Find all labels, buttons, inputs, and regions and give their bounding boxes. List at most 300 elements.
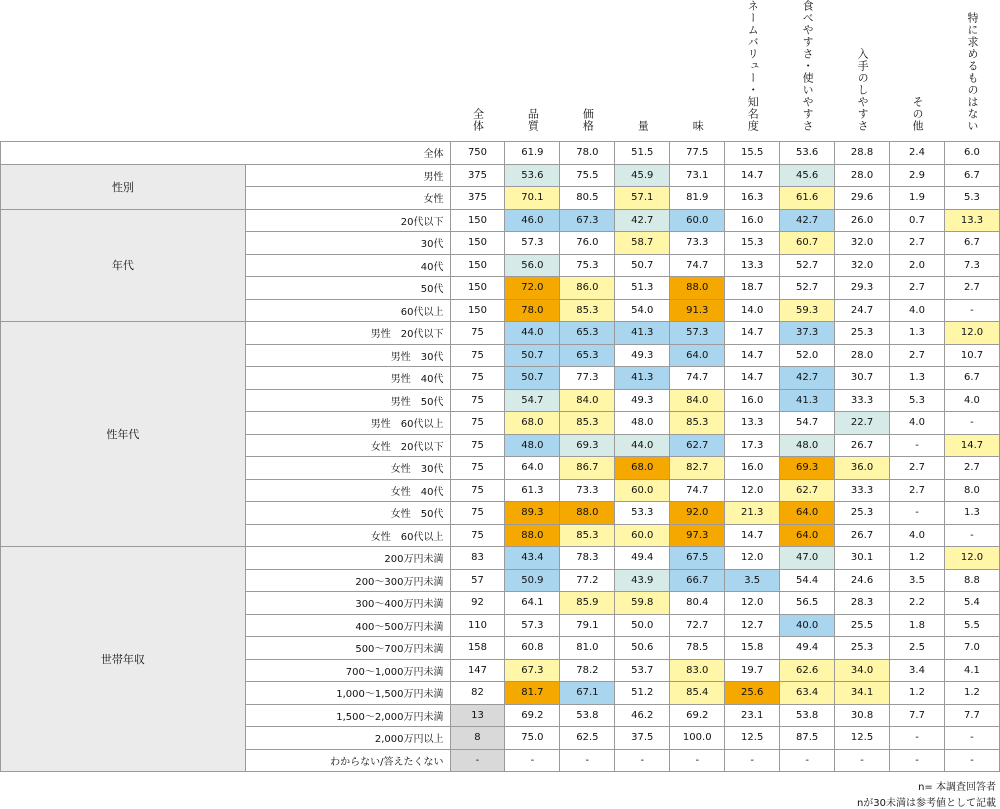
cell-value: 73.3: [560, 479, 615, 502]
cell-value: 53.6: [505, 164, 560, 187]
cell-value: 53.8: [560, 704, 615, 727]
cell-value: -: [615, 749, 670, 772]
table-row: [1, 322, 1000, 345]
cell-value: 74.7: [670, 254, 725, 277]
row-label: 2,000万円以上: [245, 727, 450, 750]
cell-value: 40.0: [780, 614, 835, 637]
cell-value: 41.3: [615, 322, 670, 345]
cell-value: 77.3: [560, 367, 615, 390]
cell-value: 88.0: [670, 277, 725, 300]
cell-value: 69.3: [560, 434, 615, 457]
cell-value: 54.0: [615, 299, 670, 322]
group-label: 年代: [1, 209, 246, 322]
cell-value: 85.3: [560, 412, 615, 435]
cell-value: 5.3: [944, 187, 999, 210]
cell-value: 50.7: [615, 254, 670, 277]
cell-value: 5.3: [890, 389, 945, 412]
row-label: 女性: [245, 187, 450, 210]
cell-value: 45.9: [615, 164, 670, 187]
cell-value: 48.0: [505, 434, 560, 457]
cell-value: 5.5: [944, 614, 999, 637]
cell-value: 2.9: [890, 164, 945, 187]
cell-value: 30.8: [835, 704, 890, 727]
column-header: [670, 0, 725, 142]
cell-value: 49.4: [780, 637, 835, 660]
cell-value: 28.8: [835, 142, 890, 165]
cell-value: 67.3: [505, 659, 560, 682]
column-header-label: 食べやすさ・使いやすさ: [801, 0, 815, 132]
cell-n: 147: [450, 659, 505, 682]
row-label: 男性 50代: [245, 389, 450, 412]
cell-value: 69.2: [670, 704, 725, 727]
cell-value: 57.3: [505, 232, 560, 255]
cell-value: 45.6: [780, 164, 835, 187]
cell-value: 1.9: [890, 187, 945, 210]
column-header-label: 品質: [526, 108, 540, 132]
cell-value: 48.0: [780, 434, 835, 457]
cell-value: 62.7: [670, 434, 725, 457]
row-label: 全体: [1, 142, 451, 165]
cell-value: 53.7: [615, 659, 670, 682]
cell-value: 7.0: [944, 637, 999, 660]
cell-value: 2.7: [890, 479, 945, 502]
row-label: 30代: [245, 232, 450, 255]
cell-value: 84.0: [560, 389, 615, 412]
cell-value: 3.5: [725, 569, 780, 592]
cell-value: 7.3: [944, 254, 999, 277]
cell-value: 89.3: [505, 502, 560, 525]
cell-value: 16.0: [725, 209, 780, 232]
cell-value: 32.0: [835, 254, 890, 277]
column-header-label: 量: [636, 120, 650, 132]
cell-value: 12.5: [835, 727, 890, 750]
row-label: 1,000～1,500万円未満: [245, 682, 450, 705]
cell-n: 150: [450, 299, 505, 322]
cell-value: 48.0: [615, 412, 670, 435]
cell-value: 61.9: [505, 142, 560, 165]
cell-n: 75: [450, 502, 505, 525]
cell-value: 37.5: [615, 727, 670, 750]
row-label: 20代以下: [245, 209, 450, 232]
cell-value: 77.2: [560, 569, 615, 592]
cell-value: 85.3: [560, 524, 615, 547]
cell-value: 12.5: [725, 727, 780, 750]
column-header: [835, 0, 890, 142]
cell-value: -: [560, 749, 615, 772]
cell-value: -: [890, 727, 945, 750]
cell-value: 12.0: [944, 547, 999, 570]
cell-value: 26.7: [835, 434, 890, 457]
cell-value: 37.3: [780, 322, 835, 345]
cell-value: 6.0: [944, 142, 999, 165]
cell-value: 60.0: [670, 209, 725, 232]
cell-value: -: [890, 502, 945, 525]
cell-value: 92.0: [670, 502, 725, 525]
cell-value: 5.4: [944, 592, 999, 615]
cell-n: 150: [450, 209, 505, 232]
cell-value: 91.3: [670, 299, 725, 322]
cell-value: 67.5: [670, 547, 725, 570]
cell-value: 88.0: [560, 502, 615, 525]
cell-value: 4.0: [944, 389, 999, 412]
cell-value: 12.0: [725, 592, 780, 615]
cell-value: 73.1: [670, 164, 725, 187]
cell-value: 4.1: [944, 659, 999, 682]
cell-value: 34.0: [835, 659, 890, 682]
cell-value: 10.7: [944, 344, 999, 367]
cell-value: 3.4: [890, 659, 945, 682]
cell-value: 53.8: [780, 704, 835, 727]
cell-value: 24.7: [835, 299, 890, 322]
cell-value: 57.3: [670, 322, 725, 345]
cell-value: 66.7: [670, 569, 725, 592]
cell-value: 21.3: [725, 502, 780, 525]
cell-value: 85.9: [560, 592, 615, 615]
cell-value: 2.7: [890, 344, 945, 367]
cell-value: -: [725, 749, 780, 772]
column-header-label: 味: [691, 120, 705, 132]
cell-value: 14.7: [725, 367, 780, 390]
cell-value: 78.5: [670, 637, 725, 660]
cell-value: 28.3: [835, 592, 890, 615]
cell-value: 7.7: [890, 704, 945, 727]
cell-value: 15.8: [725, 637, 780, 660]
cell-value: -: [944, 727, 999, 750]
cell-value: 63.4: [780, 682, 835, 705]
cell-value: 30.7: [835, 367, 890, 390]
cell-value: 6.7: [944, 232, 999, 255]
column-header: [890, 0, 945, 142]
cell-value: 52.7: [780, 254, 835, 277]
cell-value: 25.3: [835, 502, 890, 525]
cell-value: 13.3: [725, 254, 780, 277]
row-label: 60代以上: [245, 299, 450, 322]
cell-value: 76.0: [560, 232, 615, 255]
cell-value: 30.1: [835, 547, 890, 570]
cell-value: 65.3: [560, 322, 615, 345]
column-header: [560, 0, 615, 142]
row-label: 200～300万円未満: [245, 569, 450, 592]
cell-value: 36.0: [835, 457, 890, 480]
cell-value: 78.3: [560, 547, 615, 570]
cell-value: 70.1: [505, 187, 560, 210]
row-label: 200万円未満: [245, 547, 450, 570]
row-label: 男性: [245, 164, 450, 187]
table-row: [1, 547, 1000, 570]
row-label: 女性 40代: [245, 479, 450, 502]
row-label: 700～1,000万円未満: [245, 659, 450, 682]
column-header-label: その他: [910, 96, 924, 132]
column-header-label: ネームバリュー・知名度: [746, 0, 760, 132]
cell-value: 14.0: [725, 299, 780, 322]
row-label: 男性 60代以上: [245, 412, 450, 435]
cell-value: -: [670, 749, 725, 772]
cell-n: 150: [450, 232, 505, 255]
cell-value: 2.2: [890, 592, 945, 615]
cell-value: 1.2: [890, 547, 945, 570]
row-label: 男性 40代: [245, 367, 450, 390]
cell-value: 14.7: [725, 164, 780, 187]
cell-value: 4.0: [890, 299, 945, 322]
cell-value: 25.5: [835, 614, 890, 637]
cell-value: 67.3: [560, 209, 615, 232]
cell-value: 54.7: [780, 412, 835, 435]
group-label: 性年代: [1, 322, 246, 547]
cell-value: 51.5: [615, 142, 670, 165]
cell-value: 12.0: [725, 547, 780, 570]
cell-value: 44.0: [505, 322, 560, 345]
cell-value: 69.2: [505, 704, 560, 727]
cell-value: 33.3: [835, 479, 890, 502]
cell-n: 110: [450, 614, 505, 637]
cell-value: 88.0: [505, 524, 560, 547]
cell-value: 6.7: [944, 367, 999, 390]
row-label: 50代: [245, 277, 450, 300]
group-label: 性別: [1, 164, 246, 209]
cell-value: 50.9: [505, 569, 560, 592]
cell-value: 60.0: [615, 524, 670, 547]
cell-n: 158: [450, 637, 505, 660]
cell-value: 2.7: [890, 232, 945, 255]
cell-value: 57.1: [615, 187, 670, 210]
cell-value: 2.0: [890, 254, 945, 277]
cell-value: 50.7: [505, 344, 560, 367]
cell-value: 75.5: [560, 164, 615, 187]
cell-value: 49.3: [615, 344, 670, 367]
header-row: [1, 0, 1000, 142]
cell-value: 7.7: [944, 704, 999, 727]
cell-value: 41.3: [780, 389, 835, 412]
cell-value: 16.0: [725, 457, 780, 480]
cell-value: 57.3: [505, 614, 560, 637]
note-base: n= 本調査回答者: [918, 782, 996, 793]
cell-value: 25.6: [725, 682, 780, 705]
cell-n: 8: [450, 727, 505, 750]
row-label: 300～400万円未満: [245, 592, 450, 615]
cell-value: 82.7: [670, 457, 725, 480]
cell-value: 64.0: [505, 457, 560, 480]
group-label: 世帯年収: [1, 547, 246, 772]
cell-value: -: [890, 749, 945, 772]
cell-n: 75: [450, 367, 505, 390]
table-row: [1, 142, 1000, 165]
cell-value: 75.0: [505, 727, 560, 750]
cell-value: 64.0: [780, 524, 835, 547]
column-header-label: 価格: [581, 108, 595, 132]
cell-value: 1.3: [944, 502, 999, 525]
cell-value: 15.3: [725, 232, 780, 255]
cell-n: 75: [450, 524, 505, 547]
cell-value: 62.5: [560, 727, 615, 750]
cell-value: 2.7: [944, 457, 999, 480]
cell-value: 24.6: [835, 569, 890, 592]
cell-value: 64.0: [780, 502, 835, 525]
cell-value: 64.0: [670, 344, 725, 367]
cell-value: 80.4: [670, 592, 725, 615]
cell-value: 6.7: [944, 164, 999, 187]
cell-value: 53.6: [780, 142, 835, 165]
cell-value: 81.7: [505, 682, 560, 705]
cell-value: 51.2: [615, 682, 670, 705]
cell-value: 28.0: [835, 164, 890, 187]
row-label: 500～700万円未満: [245, 637, 450, 660]
column-header: [944, 0, 999, 142]
cell-value: 81.0: [560, 637, 615, 660]
cell-value: 85.4: [670, 682, 725, 705]
cell-value: 26.0: [835, 209, 890, 232]
cell-value: 68.0: [505, 412, 560, 435]
cell-value: -: [944, 749, 999, 772]
cell-n: 57: [450, 569, 505, 592]
cell-value: 12.0: [944, 322, 999, 345]
cell-value: 56.0: [505, 254, 560, 277]
cell-value: 14.7: [725, 524, 780, 547]
cell-value: 73.3: [670, 232, 725, 255]
row-label: 400～500万円未満: [245, 614, 450, 637]
cell-value: 51.3: [615, 277, 670, 300]
cell-value: 78.0: [505, 299, 560, 322]
cell-value: 0.7: [890, 209, 945, 232]
cell-n: 375: [450, 164, 505, 187]
cell-value: 25.3: [835, 322, 890, 345]
cell-value: 2.7: [890, 457, 945, 480]
cell-value: 8.8: [944, 569, 999, 592]
cell-value: 50.6: [615, 637, 670, 660]
cell-n: 375: [450, 187, 505, 210]
cell-value: 60.7: [780, 232, 835, 255]
cell-value: 50.7: [505, 367, 560, 390]
cell-value: 77.5: [670, 142, 725, 165]
cell-n: 75: [450, 344, 505, 367]
cell-n: 75: [450, 479, 505, 502]
cell-value: -: [835, 749, 890, 772]
cell-value: 61.3: [505, 479, 560, 502]
cell-value: 28.0: [835, 344, 890, 367]
cell-value: 43.9: [615, 569, 670, 592]
cell-value: -: [890, 434, 945, 457]
cell-value: 1.3: [890, 367, 945, 390]
table-row: [1, 164, 1000, 187]
cell-value: 49.4: [615, 547, 670, 570]
cell-value: 67.1: [560, 682, 615, 705]
cell-value: -: [944, 299, 999, 322]
cell-value: 50.0: [615, 614, 670, 637]
cell-value: 44.0: [615, 434, 670, 457]
cell-value: 15.5: [725, 142, 780, 165]
row-label: 女性 20代以下: [245, 434, 450, 457]
cell-value: 74.7: [670, 367, 725, 390]
column-header: [615, 0, 670, 142]
cell-value: 80.5: [560, 187, 615, 210]
cell-value: 13.3: [725, 412, 780, 435]
cell-value: 72.0: [505, 277, 560, 300]
cell-value: 34.1: [835, 682, 890, 705]
column-header: [450, 0, 505, 142]
cell-value: 78.2: [560, 659, 615, 682]
cell-n: 83: [450, 547, 505, 570]
column-header-label: 全体: [471, 108, 485, 132]
cell-n: 13: [450, 704, 505, 727]
cell-value: 2.7: [890, 277, 945, 300]
row-label: 1,500～2,000万円未満: [245, 704, 450, 727]
cell-value: 52.0: [780, 344, 835, 367]
cell-value: 1.8: [890, 614, 945, 637]
cell-n: 75: [450, 389, 505, 412]
cell-value: 75.3: [560, 254, 615, 277]
cell-value: 17.3: [725, 434, 780, 457]
row-label: 女性 50代: [245, 502, 450, 525]
cell-value: 72.7: [670, 614, 725, 637]
cell-n: 75: [450, 457, 505, 480]
cell-value: 54.7: [505, 389, 560, 412]
cell-value: 18.7: [725, 277, 780, 300]
cell-value: 33.3: [835, 389, 890, 412]
cell-value: 59.3: [780, 299, 835, 322]
cell-value: 43.4: [505, 547, 560, 570]
row-label: 男性 20代以下: [245, 322, 450, 345]
cell-value: 14.7: [944, 434, 999, 457]
cell-value: 65.3: [560, 344, 615, 367]
cell-value: 46.0: [505, 209, 560, 232]
cell-value: 2.7: [944, 277, 999, 300]
cell-value: 2.4: [890, 142, 945, 165]
cell-value: 58.7: [615, 232, 670, 255]
cell-value: 87.5: [780, 727, 835, 750]
cell-value: 1.2: [944, 682, 999, 705]
row-label: 女性 30代: [245, 457, 450, 480]
cell-value: -: [944, 412, 999, 435]
table-row: [1, 209, 1000, 232]
row-label: 女性 60代以上: [245, 524, 450, 547]
cell-value: 60.0: [615, 479, 670, 502]
cell-value: 52.7: [780, 277, 835, 300]
column-header: [780, 0, 835, 142]
cell-value: 23.1: [725, 704, 780, 727]
row-label: 40代: [245, 254, 450, 277]
cell-n: 75: [450, 322, 505, 345]
header-blank: [1, 0, 451, 142]
cell-value: -: [780, 749, 835, 772]
cell-value: 47.0: [780, 547, 835, 570]
cell-value: 25.3: [835, 637, 890, 660]
cell-n: 150: [450, 277, 505, 300]
cell-value: 61.6: [780, 187, 835, 210]
cell-value: 79.1: [560, 614, 615, 637]
cell-value: 8.0: [944, 479, 999, 502]
cell-value: 53.3: [615, 502, 670, 525]
cell-value: 56.5: [780, 592, 835, 615]
cell-value: 85.3: [670, 412, 725, 435]
cell-n: 92: [450, 592, 505, 615]
cell-value: 26.7: [835, 524, 890, 547]
cell-value: 84.0: [670, 389, 725, 412]
cell-value: 16.3: [725, 187, 780, 210]
cell-value: 85.3: [560, 299, 615, 322]
note-reference: nが30未満は参考値として記載: [856, 798, 996, 809]
cell-value: 62.6: [780, 659, 835, 682]
cell-value: 29.3: [835, 277, 890, 300]
cell-value: 49.3: [615, 389, 670, 412]
column-header-label: 入手のしやすさ: [856, 48, 870, 132]
cell-value: 1.3: [890, 322, 945, 345]
cell-value: 68.0: [615, 457, 670, 480]
cell-n: 75: [450, 434, 505, 457]
cell-value: 81.9: [670, 187, 725, 210]
row-label: 男性 30代: [245, 344, 450, 367]
cell-value: 13.3: [944, 209, 999, 232]
cell-value: 62.7: [780, 479, 835, 502]
cell-value: 14.7: [725, 322, 780, 345]
